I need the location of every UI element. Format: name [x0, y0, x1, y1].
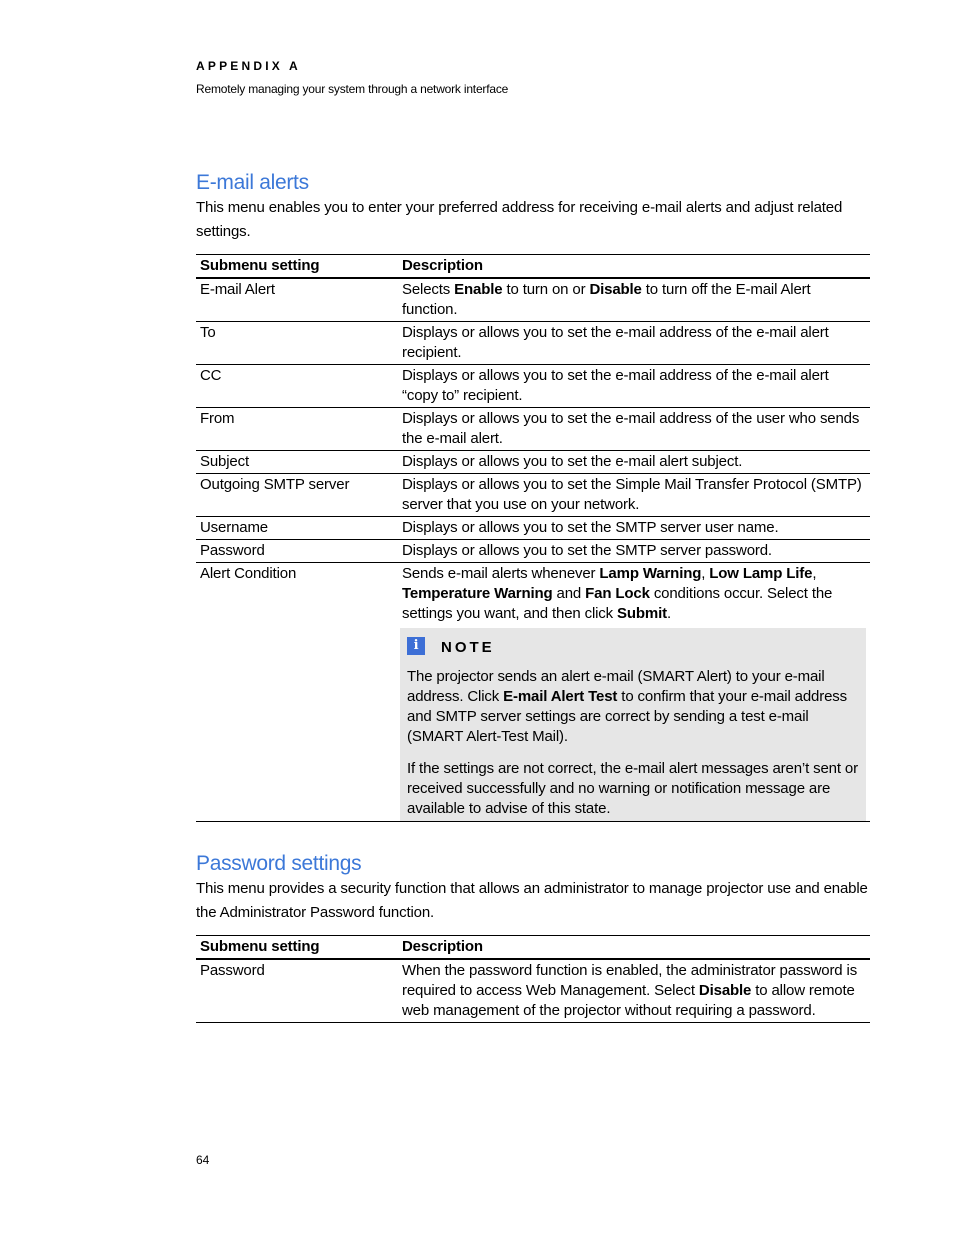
- password-settings-intro: This menu provides a security function that allows an administrator to manage projector use and enable the Administrator Password function.: [196, 880, 868, 921]
- note-paragraph: If the settings are not correct, the e-mail alert messages aren’t sent or received successfully and no warning or notification message are available to advise of this state.: [407, 760, 858, 817]
- table-header-row: [196, 936, 870, 960]
- running-title: Remotely managing your system through a network interface: [196, 82, 509, 96]
- table-row: [196, 278, 870, 322]
- table-row: [196, 365, 870, 408]
- note-header: [407, 634, 860, 658]
- description-text: Displays or allows you to set the Simple Mail Transfer Protocol (SMTP) server that you use on your network.: [402, 476, 862, 513]
- table-row: [196, 322, 870, 365]
- column-header-setting: Submenu setting: [196, 255, 398, 279]
- setting-cell: CC: [196, 365, 398, 408]
- bold-term: Enable: [454, 281, 503, 298]
- description-cell: [398, 563, 870, 822]
- column-header-description: Description: [398, 255, 870, 279]
- setting-cell: Password: [196, 540, 398, 563]
- description-cell: [398, 365, 870, 408]
- bold-term: Disable: [698, 982, 752, 999]
- password-settings-heading: Password settings: [196, 852, 362, 875]
- email-alerts-heading: E-mail alerts: [196, 171, 309, 194]
- setting-cell: Subject: [196, 451, 398, 474]
- table-row: [196, 517, 870, 540]
- info-icon: i: [407, 637, 425, 655]
- bold-term: Low Lamp Life: [709, 565, 813, 582]
- description-cell: [398, 517, 870, 540]
- bold-term: Submit: [617, 605, 667, 622]
- bold-term: Temperature Warning: [402, 585, 553, 602]
- description-cell: [398, 474, 870, 517]
- note-paragraph: The projector sends an alert e-mail (SMART Alert) to your e-mail address. Click E-mail Alert Test to confirm that your e-mail address and SMTP server settings are correct by sending a test e-mail (SMART Alert-Test Mail).: [407, 668, 847, 745]
- setting-cell: To: [196, 322, 398, 365]
- email-alerts-intro: This menu enables you to enter your preferred address for receiving e-mail alerts and adjust related settings.: [196, 199, 843, 240]
- description-cell: [398, 408, 870, 451]
- description-text: When the password function is enabled, the administrator password is required to access Web Management. Select Disable to allow remote web management of the projector without requiring a password.: [402, 962, 858, 1019]
- description-text: Displays or allows you to set the e-mail address of the e-mail alert recipient.: [402, 324, 829, 361]
- note-title: NOTE: [441, 639, 495, 656]
- setting-cell: Username: [196, 517, 398, 540]
- description-text: Sends e-mail alerts whenever Lamp Warning, Low Lamp Life, Temperature Warning and Fan Lock conditions occur. Select the settings you want, and then click Submit.: [402, 565, 833, 622]
- email-alerts-rows: [196, 278, 870, 822]
- setting-cell: Password: [196, 959, 398, 1023]
- page-number: 64: [196, 1153, 210, 1167]
- description-text: Displays or allows you to set the e-mail address of the user who sends the e-mail alert.: [402, 410, 860, 447]
- description-text: Displays or allows you to set the e-mail alert subject.: [402, 453, 743, 470]
- description-cell: [398, 540, 870, 563]
- setting-cell: E-mail Alert: [196, 278, 398, 322]
- setting-cell: From: [196, 408, 398, 451]
- table-row: [196, 540, 870, 563]
- setting-cell: Outgoing SMTP server: [196, 474, 398, 517]
- password-settings-rows: [196, 959, 870, 1023]
- description-text: Displays or allows you to set the SMTP server password.: [402, 542, 772, 559]
- description-text: Displays or allows you to set the SMTP server user name.: [402, 519, 779, 536]
- table-row: [196, 451, 870, 474]
- note-box: [400, 628, 866, 821]
- bold-term: Lamp Warning: [599, 565, 702, 582]
- table-row: [196, 959, 870, 1023]
- column-header-setting: Submenu setting: [196, 936, 398, 960]
- description-cell: [398, 278, 870, 322]
- email-alerts-table: [196, 254, 870, 822]
- setting-cell: Alert Condition: [196, 563, 398, 822]
- table-row: [196, 563, 870, 822]
- table-row: [196, 474, 870, 517]
- table-header-row: [196, 255, 870, 279]
- table-row: [196, 408, 870, 451]
- description-text: Selects Enable to turn on or Disable to turn off the E-mail Alert function.: [402, 281, 811, 318]
- description-cell: [398, 322, 870, 365]
- description-text: Displays or allows you to set the e-mail address of the e-mail alert “copy to” recipient.: [402, 367, 829, 404]
- bold-term: E-mail Alert Test: [503, 688, 618, 705]
- column-header-description: Description: [398, 936, 870, 960]
- description-cell: [398, 959, 870, 1023]
- description-cell: [398, 451, 870, 474]
- appendix-label: APPENDIX A: [196, 59, 301, 73]
- bold-term: Disable: [589, 281, 642, 298]
- password-settings-table: [196, 935, 870, 1023]
- bold-term: Fan Lock: [585, 585, 650, 602]
